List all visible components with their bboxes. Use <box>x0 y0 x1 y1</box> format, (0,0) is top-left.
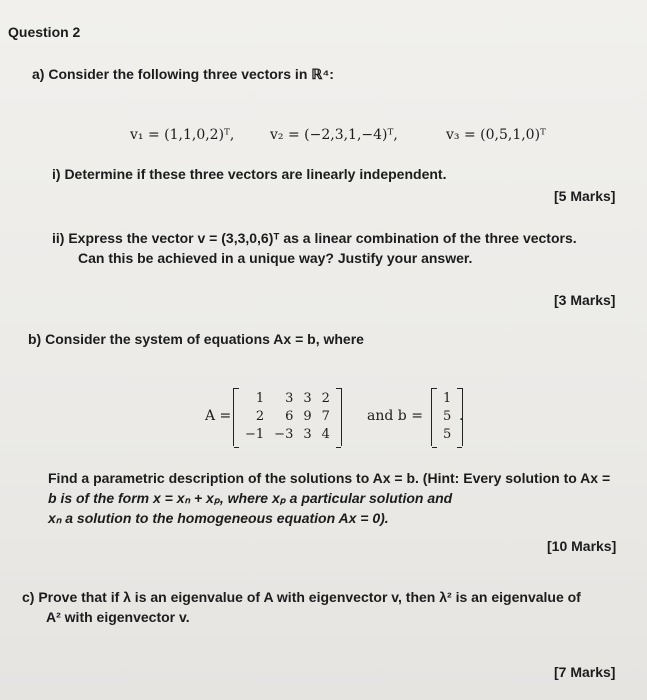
vector-b-cell: 5 <box>443 426 452 442</box>
and-b-label: and b = <box>367 408 423 424</box>
matrix-a-cell: 2 <box>255 408 265 424</box>
part-a-ii-marks: [3 Marks] <box>554 292 616 308</box>
part-b-text-line1: Find a parametric description of the solutions to Ax = b. (Hint: Every solution to Ax = <box>48 470 611 486</box>
part-c-line2: A² with eigenvector v. <box>46 609 190 625</box>
matrix-a-cell: 3 <box>303 390 312 406</box>
part-b-intro: b) Consider the system of equations Ax = b, where <box>28 331 364 347</box>
matrix-a-label: A = <box>205 408 232 424</box>
question-title: Question 2 <box>8 24 81 40</box>
matrix-a-row <box>240 389 335 407</box>
part-a-ii-line1: ii) Express the vector v = (3,3,0,6)ᵀ as a linear combination of the three vectors. <box>52 230 577 246</box>
matrix-a-cell: 1 <box>255 390 265 406</box>
part-b-marks: [10 Marks] <box>547 538 617 554</box>
part-a-intro: a) Consider the following three vectors in ℝ⁴: <box>32 66 334 82</box>
vector-v3: v₃ = (0,5,1,0)ᵀ <box>446 127 546 143</box>
matrix-a-cell: −1 <box>245 426 265 442</box>
matrix-a-cell: 9 <box>303 408 312 424</box>
matrix-a-cell: 4 <box>321 426 330 442</box>
part-c-marks: [7 Marks] <box>554 664 616 680</box>
matrix-a-row <box>240 425 335 443</box>
matrix-a <box>233 388 342 446</box>
vector-b-period: . <box>459 408 464 424</box>
part-c-line1: c) Prove that if λ is an eigenvalue of A with eigenvector v, then λ² is an eigenvalue of <box>22 589 581 605</box>
vector-b-cell: 5 <box>443 408 452 424</box>
vector-v1: v₁ = (1,1,0,2)ᵀ, <box>130 127 235 143</box>
matrix-a-cell: 3 <box>303 426 312 442</box>
part-a-i-text: i) Determine if these three vectors are linearly independent. <box>52 166 447 182</box>
matrix-a-cell: 6 <box>285 408 294 424</box>
matrix-a-cell: 3 <box>285 390 294 406</box>
matrix-a-cell: −3 <box>274 426 294 442</box>
matrix-a-cell: 2 <box>321 390 330 406</box>
matrix-a-row <box>240 407 335 425</box>
vector-b-cell: 1 <box>443 390 452 406</box>
part-b-text-line2: b is of the form x = xₙ + xₚ, where xₚ a particular solution and <box>48 490 453 506</box>
vector-v2: v₂ = (−2,3,1,−4)ᵀ, <box>270 127 398 143</box>
part-a-ii-line2: Can this be achieved in a unique way? Justify your answer. <box>78 250 473 266</box>
part-b-text-line3: xₙ a solution to the homogeneous equation Ax = 0). <box>48 510 389 526</box>
matrix-a-cell: 7 <box>321 408 330 424</box>
part-a-i-marks: [5 Marks] <box>554 188 616 204</box>
